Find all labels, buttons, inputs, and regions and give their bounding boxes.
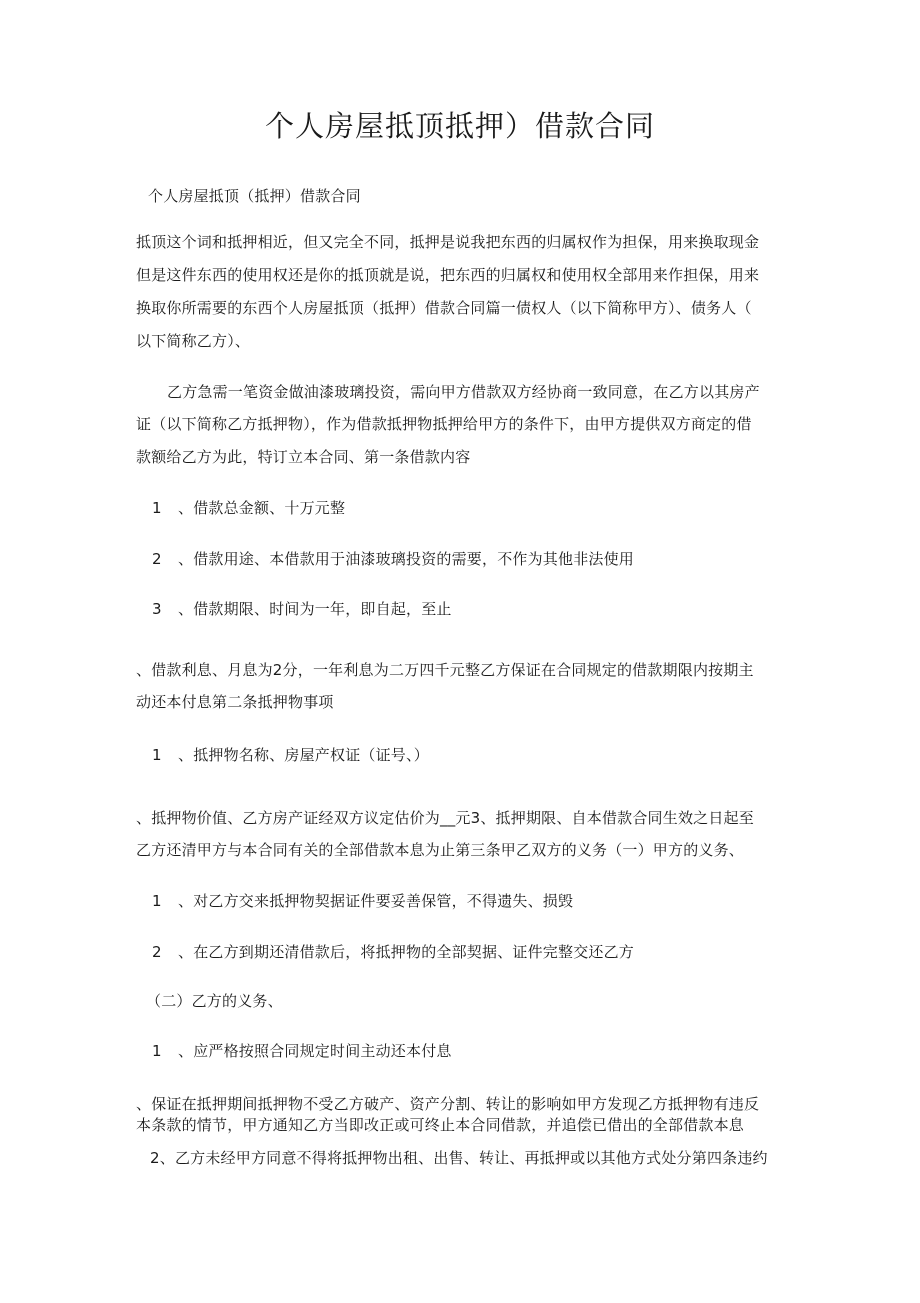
- list-item-text: 、借款用途、本借款用于油漆玻璃投资的需要，不作为其他非法使用: [178, 550, 635, 568]
- paragraph-line: 乙方还清甲方与本合同有关的全部借款本息为止第三条甲乙双方的义务（一）甲方的义务、: [136, 841, 745, 859]
- section-heading: （二）乙方的义务、: [146, 992, 283, 1010]
- paragraph-line: 证（以下简称乙方抵押物），作为借款抵押物抵押给甲方的条件下，由甲方提供双方商定的借: [136, 415, 752, 433]
- document-title: 个人房屋抵顶抵押）借款合同: [264, 109, 655, 143]
- list-item-text: 、抵押物名称、房屋产权证（证号、）: [178, 746, 429, 764]
- paragraph-line: 、保证在抵押期间抵押物不受乙方破产、资产分割、转让的影响如甲方发现乙方抵押物有违反: [136, 1095, 760, 1113]
- paragraph-line: 款额给乙方为此，特订立本合同、第一条借款内容: [136, 448, 471, 466]
- list-item-text: 、对乙方交来抵押物契据证件要妥善保管，不得遗失、损毁: [178, 892, 574, 910]
- list-item-text: 、借款期限、时间为一年，即自起，至止: [178, 600, 452, 618]
- paragraph-line: 2、乙方未经甲方同意不得将抵押物出租、出售、转让、再抵押或以其他方式处分第四条违约: [150, 1149, 768, 1167]
- list-item-text: 、借款总金额、十万元整: [178, 499, 346, 517]
- document-subtitle: 个人房屋抵顶（抵押）借款合同: [148, 187, 361, 205]
- list-item-text: 、应严格按照合同规定时间主动还本付息: [178, 1042, 452, 1060]
- paragraph-line: 以下简称乙方）、: [136, 332, 251, 350]
- paragraph-line: 换取你所需要的东西个人房屋抵顶（抵押）借款合同篇一债权人（以下简称甲方）、债务人（: [136, 299, 752, 317]
- list-item-number: 1: [152, 746, 162, 764]
- list-item-number: 2: [152, 550, 162, 568]
- list-item-text: 、在乙方到期还清借款后，将抵押物的全部契据、证件完整交还乙方: [178, 943, 635, 961]
- paragraph-line: 、抵押物价值、乙方房产证经双方议定估价为__元3、抵押期限、自本借款合同生效之日起至: [136, 809, 754, 827]
- paragraph-line: 但是这件东西的使用权还是你的抵顶就是说，把东西的归属权和使用权全部用来作担保，用来: [136, 266, 760, 284]
- list-item-number: 1: [152, 1042, 162, 1060]
- paragraph-line: 抵顶这个词和抵押相近，但又完全不同，抵押是说我把东西的归属权作为担保，用来换取现金: [136, 233, 760, 251]
- paragraph-line: 动还本付息第二条抵押物事项: [136, 693, 334, 711]
- list-item-number: 1: [152, 892, 162, 910]
- list-item-number: 1: [152, 499, 162, 517]
- list-item-number: 3: [152, 600, 162, 618]
- paragraph-line: 乙方急需一笔资金做油漆玻璃投资，需向甲方借款双方经协商一致同意，在乙方以其房产: [167, 383, 760, 401]
- list-item-number: 2: [152, 943, 162, 961]
- paragraph-line: 本条款的情节，甲方通知乙方当即改正或可终止本合同借款，并追偿已借出的全部借款本息: [136, 1116, 745, 1134]
- paragraph-line: 、借款利息、月息为2分，一年利息为二万四千元整乙方保证在合同规定的借款期限内按期主: [136, 661, 754, 679]
